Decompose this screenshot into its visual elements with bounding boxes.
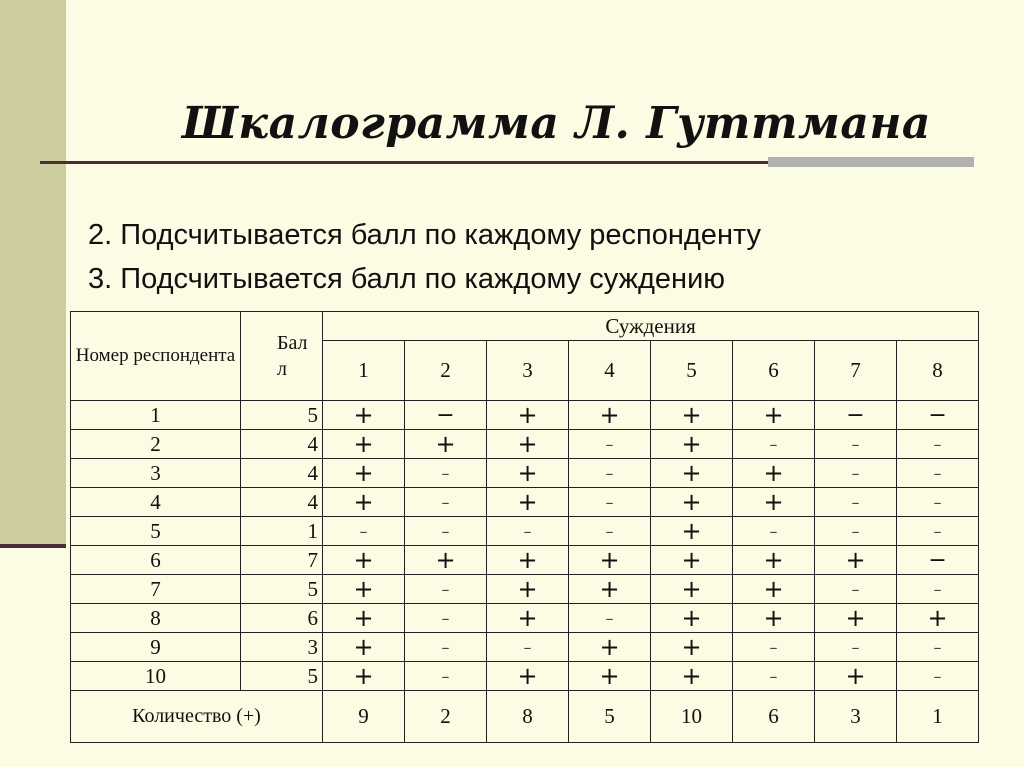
- judgment-mark-4: –: [569, 488, 651, 517]
- judgment-mark-2: –: [405, 575, 487, 604]
- judgment-mark-5: +: [651, 401, 733, 430]
- judgment-number-5: 5: [651, 341, 733, 401]
- judgment-mark-1: +: [323, 430, 405, 459]
- total-label: Количество (+): [71, 691, 323, 743]
- judgment-mark-3: +: [487, 430, 569, 459]
- judgment-mark-6: +: [733, 546, 815, 575]
- judgment-mark-2: –: [405, 517, 487, 546]
- judgment-mark-7: +: [815, 546, 897, 575]
- judgment-mark-7: +: [815, 662, 897, 691]
- judgment-mark-2: –: [405, 662, 487, 691]
- judgment-mark-1: –: [323, 517, 405, 546]
- header-judgments: Суждения: [323, 312, 979, 341]
- point-3: 3. Подсчитывается балл по каждому суждению: [88, 263, 726, 295]
- table-row: [71, 401, 979, 430]
- respondent-number: 3: [71, 459, 241, 488]
- judgment-mark-6: –: [733, 662, 815, 691]
- judgment-mark-1: +: [323, 633, 405, 662]
- respondent-score: 4: [241, 430, 323, 459]
- respondent-number: 9: [71, 633, 241, 662]
- guttman-table: [70, 311, 979, 743]
- judgment-mark-3: +: [487, 488, 569, 517]
- table-row: [71, 575, 979, 604]
- judgment-mark-2: –: [405, 604, 487, 633]
- judgment-mark-2: +: [405, 546, 487, 575]
- judgment-number-7: 7: [815, 341, 897, 401]
- table-row: [71, 459, 979, 488]
- judgment-mark-7: –: [815, 633, 897, 662]
- respondent-number: 8: [71, 604, 241, 633]
- side-decor-bar: [0, 0, 66, 547]
- judgment-mark-1: +: [323, 459, 405, 488]
- judgment-mark-5: +: [651, 546, 733, 575]
- respondent-number: 6: [71, 546, 241, 575]
- table-row: [71, 517, 979, 546]
- judgment-mark-1: +: [323, 604, 405, 633]
- judgment-mark-7: –: [815, 517, 897, 546]
- judgment-number-2: 2: [405, 341, 487, 401]
- total-value-5: 10: [651, 691, 733, 743]
- table-row: [71, 604, 979, 633]
- judgment-mark-3: +: [487, 604, 569, 633]
- respondent-score: 5: [241, 401, 323, 430]
- judgment-number-8: 8: [897, 341, 979, 401]
- table-row: [71, 633, 979, 662]
- judgment-mark-8: –: [897, 517, 979, 546]
- judgment-mark-7: –: [815, 430, 897, 459]
- judgment-number-1: 1: [323, 341, 405, 401]
- total-value-1: 9: [323, 691, 405, 743]
- judgment-mark-8: –: [897, 430, 979, 459]
- judgment-mark-2: −: [405, 401, 487, 430]
- judgment-mark-2: –: [405, 633, 487, 662]
- total-row: [71, 691, 979, 743]
- judgment-mark-4: +: [569, 575, 651, 604]
- respondent-score: 4: [241, 459, 323, 488]
- header-row-1: [71, 312, 979, 341]
- respondent-score: 5: [241, 662, 323, 691]
- table-body: [71, 401, 979, 743]
- side-decor-line: [0, 544, 66, 548]
- judgment-mark-8: –: [897, 662, 979, 691]
- table-row: [71, 662, 979, 691]
- table-row: [71, 488, 979, 517]
- judgment-mark-6: –: [733, 517, 815, 546]
- judgment-mark-8: –: [897, 575, 979, 604]
- judgment-mark-3: +: [487, 401, 569, 430]
- judgment-mark-4: +: [569, 546, 651, 575]
- judgment-mark-5: +: [651, 517, 733, 546]
- total-value-6: 6: [733, 691, 815, 743]
- respondent-number: 10: [71, 662, 241, 691]
- judgment-mark-5: +: [651, 662, 733, 691]
- judgment-mark-8: −: [897, 401, 979, 430]
- judgment-mark-4: +: [569, 662, 651, 691]
- respondent-score: 1: [241, 517, 323, 546]
- total-value-3: 8: [487, 691, 569, 743]
- judgment-mark-4: –: [569, 430, 651, 459]
- respondent-score: 6: [241, 604, 323, 633]
- point-2: 2. Подсчитывается балл по каждому респонденту: [88, 219, 762, 251]
- table-row: [71, 430, 979, 459]
- judgment-mark-5: +: [651, 633, 733, 662]
- judgment-mark-6: +: [733, 604, 815, 633]
- judgment-mark-1: +: [323, 546, 405, 575]
- judgment-mark-2: +: [405, 430, 487, 459]
- judgment-mark-6: +: [733, 401, 815, 430]
- respondent-score: 5: [241, 575, 323, 604]
- respondent-number: 4: [71, 488, 241, 517]
- total-value-7: 3: [815, 691, 897, 743]
- respondent-score: 3: [241, 633, 323, 662]
- header-respondent: Номер респондента: [71, 312, 241, 401]
- judgment-mark-3: –: [487, 633, 569, 662]
- judgment-mark-7: –: [815, 459, 897, 488]
- judgment-number-3: 3: [487, 341, 569, 401]
- judgment-mark-7: −: [815, 401, 897, 430]
- judgment-mark-7: –: [815, 488, 897, 517]
- judgment-mark-5: +: [651, 488, 733, 517]
- judgment-mark-2: –: [405, 488, 487, 517]
- slide-title: Шкалограмма Л. Гуттмана: [182, 98, 931, 149]
- judgment-mark-1: +: [323, 662, 405, 691]
- judgment-mark-5: +: [651, 459, 733, 488]
- judgment-mark-3: +: [487, 546, 569, 575]
- header-score: Бал л: [241, 312, 323, 401]
- title-underline: [40, 161, 775, 164]
- total-value-4: 5: [569, 691, 651, 743]
- judgment-mark-4: –: [569, 604, 651, 633]
- judgment-mark-3: +: [487, 662, 569, 691]
- total-value-8: 1: [897, 691, 979, 743]
- respondent-score: 7: [241, 546, 323, 575]
- judgment-mark-4: –: [569, 459, 651, 488]
- judgment-mark-8: −: [897, 546, 979, 575]
- respondent-number: 1: [71, 401, 241, 430]
- judgment-mark-8: –: [897, 488, 979, 517]
- judgment-mark-8: +: [897, 604, 979, 633]
- judgment-mark-6: +: [733, 459, 815, 488]
- judgment-mark-1: +: [323, 488, 405, 517]
- judgment-mark-4: –: [569, 517, 651, 546]
- judgment-mark-8: –: [897, 633, 979, 662]
- judgment-number-6: 6: [733, 341, 815, 401]
- judgment-number-4: 4: [569, 341, 651, 401]
- judgment-mark-4: +: [569, 633, 651, 662]
- judgment-mark-1: +: [323, 401, 405, 430]
- table-row: [71, 546, 979, 575]
- judgment-mark-2: –: [405, 459, 487, 488]
- judgment-mark-6: +: [733, 488, 815, 517]
- judgment-mark-8: –: [897, 459, 979, 488]
- judgment-mark-4: +: [569, 401, 651, 430]
- judgment-mark-6: –: [733, 633, 815, 662]
- judgment-mark-5: +: [651, 604, 733, 633]
- total-value-2: 2: [405, 691, 487, 743]
- respondent-number: 5: [71, 517, 241, 546]
- judgment-mark-5: +: [651, 575, 733, 604]
- respondent-number: 7: [71, 575, 241, 604]
- respondent-number: 2: [71, 430, 241, 459]
- judgment-mark-7: +: [815, 604, 897, 633]
- judgment-mark-6: –: [733, 430, 815, 459]
- judgment-mark-3: –: [487, 517, 569, 546]
- judgment-mark-3: +: [487, 459, 569, 488]
- respondent-score: 4: [241, 488, 323, 517]
- judgment-mark-6: +: [733, 575, 815, 604]
- judgment-mark-7: –: [815, 575, 897, 604]
- title-accent-bar: [768, 157, 974, 167]
- judgment-mark-5: +: [651, 430, 733, 459]
- judgment-mark-1: +: [323, 575, 405, 604]
- judgment-mark-3: +: [487, 575, 569, 604]
